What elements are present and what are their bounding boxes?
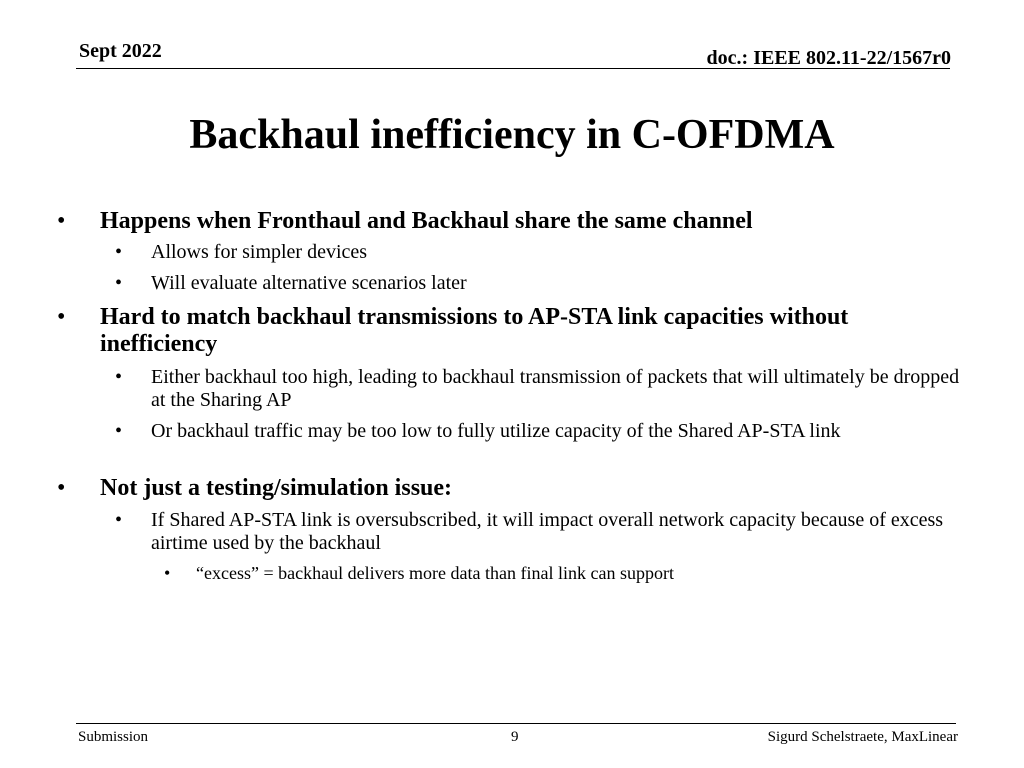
bullet-3-sub-1-sub-1: [164, 562, 936, 584]
bullet-text: If Shared AP-STA link is oversubscribed, it will impact overall network capacity because of excess airtime used by the backhaul: [151, 509, 944, 554]
footer-page-number: 9: [511, 729, 519, 745]
bullet-dot: •: [57, 475, 66, 501]
bullet-dot: •: [115, 272, 123, 294]
bullet-dot: •: [115, 366, 123, 388]
bullet-text: Hard to match backhaul transmissions to AP-STA link capacities without inefficiency: [100, 304, 849, 357]
bullet-text: Will evaluate alternative scenarios later: [151, 272, 467, 294]
bullet-text: “excess” = backhaul delivers more data than final link can support: [196, 563, 674, 583]
bullet-text: Allows for simpler devices: [151, 241, 368, 263]
bullet-dot: •: [115, 241, 123, 263]
bullet-3: [57, 475, 950, 502]
slide-title: Backhaul inefficiency in C-OFDMA: [189, 112, 835, 158]
header-date: Sept 2022: [79, 40, 162, 62]
bullet-text: Happens when Fronthaul and Backhaul share the same channel: [100, 208, 753, 234]
bullet-dot: •: [57, 208, 66, 234]
bullet-2-sub-2: [115, 420, 961, 443]
bullet-text: Either backhaul too high, leading to backhaul transmission of packets that will ultimately be dropped at the Sharing AP: [151, 366, 960, 411]
bullet-1-sub-2: [115, 272, 961, 295]
footer-author: Sigurd Schelstraete, MaxLinear: [767, 729, 958, 745]
bullet-dot: •: [115, 420, 123, 442]
header-doc-id: doc.: IEEE 802.11-22/1567r0: [706, 47, 951, 69]
bullet-1-sub-1: [115, 241, 961, 264]
bullet-text: Or backhaul traffic may be too low to fully utilize capacity of the Shared AP-STA link: [151, 420, 841, 442]
bullet-3-sub-1: [115, 509, 961, 555]
footer-submission: Submission: [78, 729, 149, 745]
bullet-2: [57, 304, 950, 358]
bullet-text: Not just a testing/simulation issue:: [100, 475, 453, 501]
bullet-dot: •: [115, 509, 123, 531]
bullet-dot: •: [164, 563, 171, 583]
bullet-2-sub-1: [115, 366, 961, 412]
bullet-1: [57, 208, 950, 235]
footer-rule: [76, 723, 956, 724]
bullet-dot: •: [57, 304, 66, 330]
